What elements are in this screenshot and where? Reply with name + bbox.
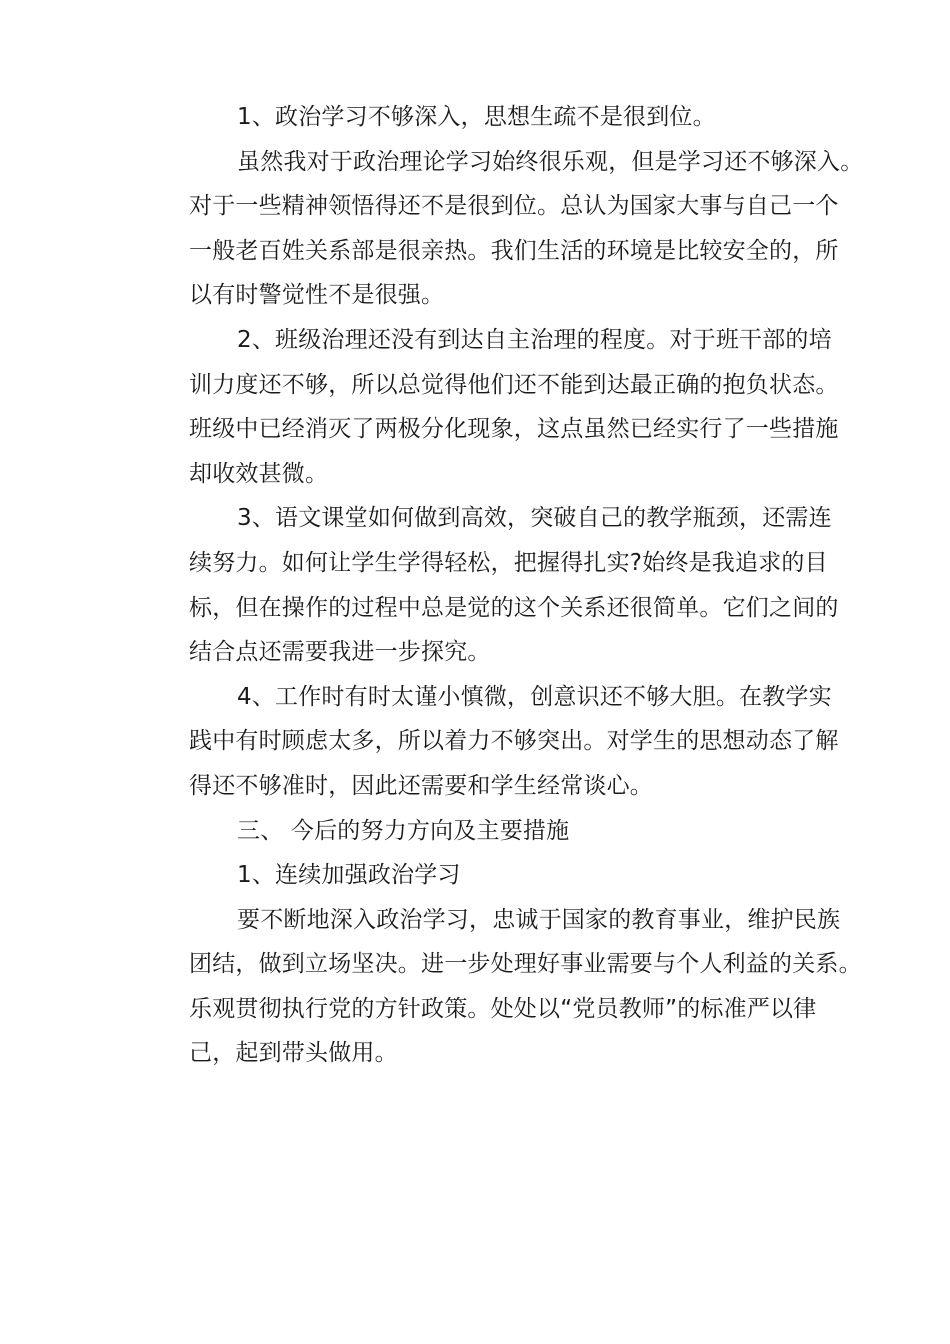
text-line: 标，但在操作的过程中总是觉的这个关系还很简单。它们之间的 — [189, 594, 839, 621]
text-line: 要不断地深入政治学习，忠诚于国家的教育事业，维护民族 — [237, 906, 841, 933]
text-line: 三、 今后的努力方向及主要措施 — [237, 817, 570, 844]
text-line: 虽然我对于政治理论学习始终很乐观，但是学习还不够深入。 — [237, 148, 864, 175]
paragraph-political-study — [143, 140, 864, 318]
paragraph-measures — [143, 898, 862, 1076]
text-line: 一般老百姓关系部是很亲热。我们生活的环境是比较安全的，所 — [189, 237, 839, 264]
section-heading-3 — [143, 809, 815, 854]
text-line: 己，起到带头做用。 — [189, 1040, 398, 1067]
text-line: 4、工作时有时太谨小慎微，创意识还不够大胆。在教学实 — [237, 683, 832, 710]
text-line: 训力度还不够，所以总觉得他们还不能到达最正确的抱负状态。 — [189, 371, 839, 398]
text-line: 团结，做到立场坚决。进一步处理好事业需要与个人利益的关系。 — [189, 951, 862, 978]
text-line: 1、政治学习不够深入，思想生疏不是很到位。 — [237, 104, 716, 130]
text-line: 2、班级治理还没有到达自主治理的程度。对于班干部的培 — [237, 326, 832, 353]
text-line: 乐观贯彻执行党的方针政策。处处以“党员教师”的标准严以律 — [189, 995, 817, 1022]
text-line: 3、语文课堂如何做到高效，突破自己的教学瓶颈，还需连 — [237, 505, 832, 532]
text-line: 班级中已经消灭了两极分化现象，这点虽然已经实行了一些措施 — [189, 416, 839, 443]
text-line: 对于一些精神领悟得还不是很到位。总认为国家大事与自己一个 — [189, 193, 839, 220]
text-line: 却收效甚微。 — [189, 460, 329, 487]
text-line: 1、连续加强政治学习 — [237, 862, 461, 889]
text-line: 以有时警觉性不是很强。 — [189, 282, 445, 309]
paragraph-heading-2 — [143, 318, 839, 496]
text-line: 得还不够准时，因此还需要和学生经常谈心。 — [189, 772, 653, 799]
paragraph-heading-1 — [143, 95, 815, 140]
subheading-1 — [143, 853, 815, 898]
text-line: 践中有时顾虑太多，所以着力不够突出。对学生的思想动态了解 — [189, 728, 839, 755]
text-line: 结合点还需要我进一步探究。 — [189, 639, 491, 666]
paragraph-heading-4 — [143, 675, 839, 809]
paragraph-heading-3 — [143, 496, 839, 674]
document-body — [143, 95, 864, 1076]
text-line: 续努力。如何让学生学得轻松，把握得扎实?始终是我追求的目 — [189, 549, 828, 576]
